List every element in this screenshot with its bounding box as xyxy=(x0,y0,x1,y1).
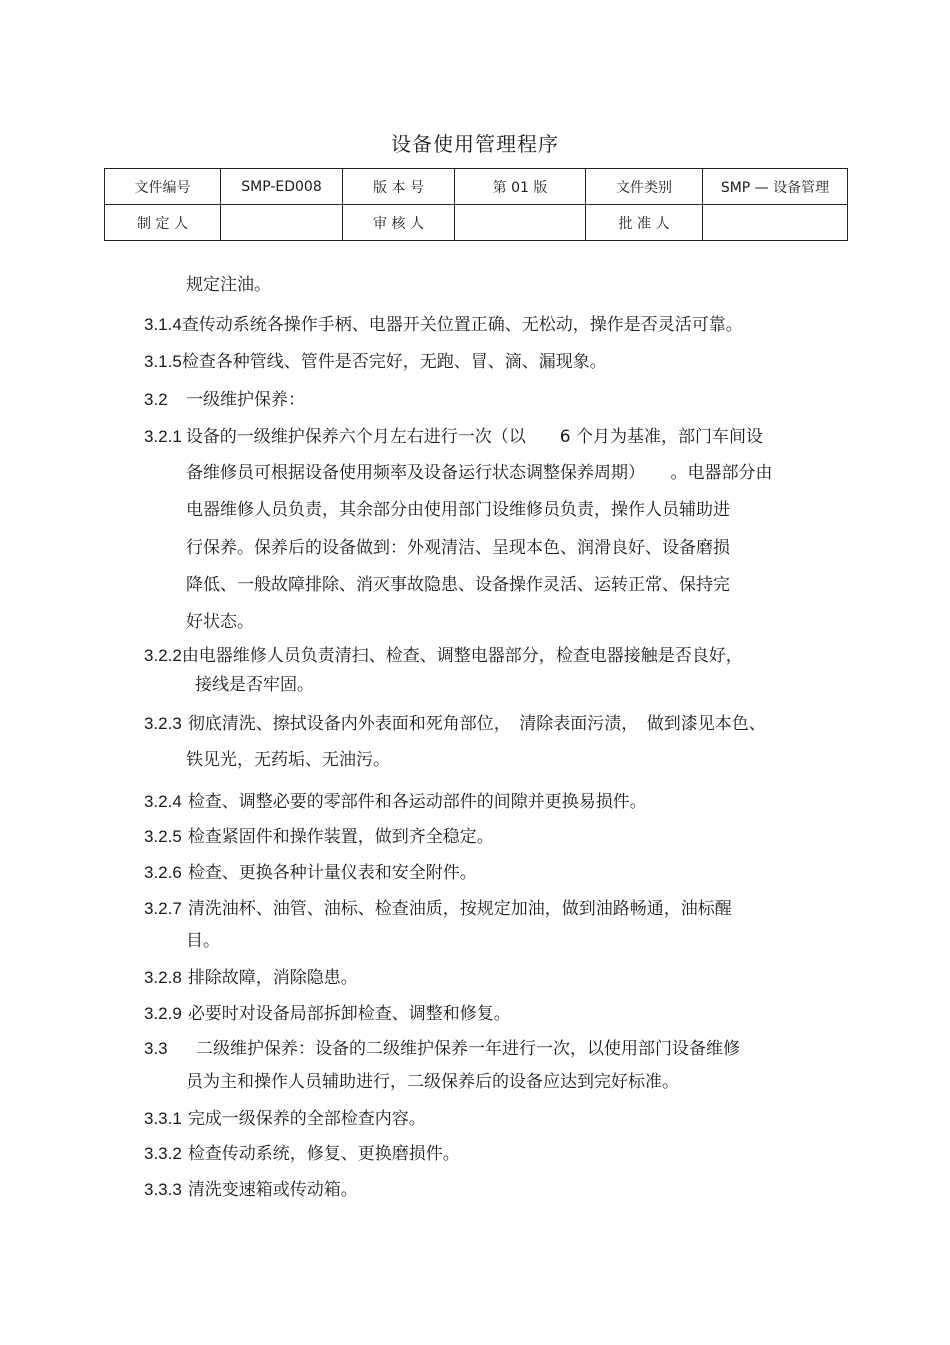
line-text: 员为主和操作人员辅助进行，二级保养后的设备应达到完好标准。 xyxy=(186,1072,679,1092)
body-line xyxy=(144,1181,358,1199)
body-line xyxy=(186,577,730,594)
header-row-1 xyxy=(105,169,848,205)
line-text: 一级维护保养： xyxy=(186,390,305,410)
version-label: 版 本 号 xyxy=(343,169,455,205)
body-line xyxy=(144,647,743,665)
body-line xyxy=(186,614,254,631)
line-text: 清洗变速箱或传动箱。 xyxy=(187,1180,358,1200)
body-line xyxy=(186,1074,679,1091)
approver-label: 批 准 人 xyxy=(586,205,703,241)
body-line xyxy=(186,752,390,769)
line-text: 彻底清洗、擦拭设备内外表面和死角部位， 清除表面污渍， 做到漆见本色、 xyxy=(187,714,766,734)
file-category-value: SMP — 设备管理 xyxy=(703,169,848,205)
body-line xyxy=(186,465,773,482)
section-number: 3.2.3 xyxy=(144,714,182,733)
approver-value xyxy=(703,205,848,241)
line-text: 接线是否牢固。 xyxy=(195,675,314,695)
reviewer-label: 审 核 人 xyxy=(343,205,455,241)
line-text: 检查、调整必要的零部件和各运动部件的间隙并更换易损件。 xyxy=(187,792,647,812)
section-number: 3.1.5 xyxy=(144,352,182,371)
body-line xyxy=(186,933,220,950)
body-line xyxy=(195,677,314,694)
line-text: 排除故障，消除隐患。 xyxy=(187,968,358,988)
section-number: 3.2 xyxy=(144,390,168,409)
section-number: 3.3.1 xyxy=(144,1109,182,1128)
line-text: 检查传动系统，修复、更换磨损件。 xyxy=(187,1144,460,1164)
body-line xyxy=(144,793,647,811)
line-text: 设备的一级维护保养六个月左右进行一次（以 6 个月为基准，部门车间设 xyxy=(185,427,764,447)
author-value xyxy=(221,205,343,241)
line-text: 查传动系统各操作手柄、电器开关位置正确、无松动，操作是否灵活可靠。 xyxy=(181,315,743,335)
section-number: 3.2.6 xyxy=(144,863,182,882)
file-number-label: 文件编号 xyxy=(105,169,221,205)
body-line xyxy=(144,353,607,371)
line-text: 规定注油。 xyxy=(186,275,271,295)
section-number: 3.2.2 xyxy=(144,646,182,665)
section-number: 3.2.8 xyxy=(144,968,182,987)
body-line xyxy=(144,428,763,446)
section-number: 3.2.9 xyxy=(144,1004,182,1023)
body-line xyxy=(186,540,730,557)
body-line xyxy=(144,1145,460,1163)
line-text: 检查紧固件和操作装置，做到齐全稳定。 xyxy=(187,827,494,847)
line-text: 二级维护保养：设备的二级维护保养一年进行一次，以使用部门设备维修 xyxy=(196,1039,740,1059)
line-text: 备维修员可根据设备使用频率及设备运行状态调整保养周期） 。电器部分由 xyxy=(186,463,773,483)
line-text: 完成一级保养的全部检查内容。 xyxy=(187,1109,426,1129)
section-number: 3.3 xyxy=(144,1039,168,1058)
body-line xyxy=(144,715,766,733)
document-header-table xyxy=(104,168,848,241)
body-line xyxy=(144,1005,511,1023)
header-row-2 xyxy=(105,205,848,241)
body-line xyxy=(144,391,305,409)
line-text: 降低、一般故障排除、消灭事故隐患、设备操作灵活、运转正常、保持完 xyxy=(186,575,730,595)
line-text: 电器维修人员负责，其余部分由使用部门设维修员负责，操作人员辅助进 xyxy=(186,500,730,520)
file-category-label: 文件类别 xyxy=(586,169,703,205)
line-text: 检查各种管线、管件是否完好，无跑、冒、滴、漏现象。 xyxy=(181,352,607,372)
line-text: 铁见光，无药垢、无油污。 xyxy=(186,750,390,770)
version-value: 第 01 版 xyxy=(455,169,586,205)
file-number-value: SMP-ED008 xyxy=(221,169,343,205)
line-text: 目。 xyxy=(186,931,220,951)
body-line xyxy=(144,864,477,882)
line-text: 检查、更换各种计量仪表和安全附件。 xyxy=(187,863,477,883)
section-number: 3.2.1 xyxy=(144,427,182,446)
document-title: 设备使用管理程序 xyxy=(391,132,559,156)
author-label: 制 定 人 xyxy=(105,205,221,241)
section-number: 3.2.5 xyxy=(144,827,182,846)
body-line xyxy=(186,502,730,519)
line-text: 清洗油杯、油管、油标、检查油质，按规定加油，做到油路畅通，油标醒 xyxy=(187,899,732,919)
line-text: 由电器维修人员负责清扫、检查、调整电器部分，检查电器接触是否良好， xyxy=(181,646,743,666)
body-line xyxy=(186,277,271,294)
body-line xyxy=(144,969,358,987)
section-number: 3.2.4 xyxy=(144,792,182,811)
line-text: 必要时对设备局部拆卸检查、调整和修复。 xyxy=(187,1004,511,1024)
body-line xyxy=(144,1040,740,1058)
body-line xyxy=(144,316,743,334)
section-number: 3.3.2 xyxy=(144,1144,182,1163)
line-text: 好状态。 xyxy=(186,612,254,632)
body-line xyxy=(144,900,732,918)
line-text: 行保养。保养后的设备做到：外观清洁、呈现本色、润滑良好、设备磨损 xyxy=(186,538,730,558)
section-number: 3.1.4 xyxy=(144,315,182,334)
body-line xyxy=(144,828,494,846)
reviewer-value xyxy=(455,205,586,241)
section-number: 3.3.3 xyxy=(144,1180,182,1199)
body-line xyxy=(144,1110,426,1128)
section-number: 3.2.7 xyxy=(144,899,182,918)
